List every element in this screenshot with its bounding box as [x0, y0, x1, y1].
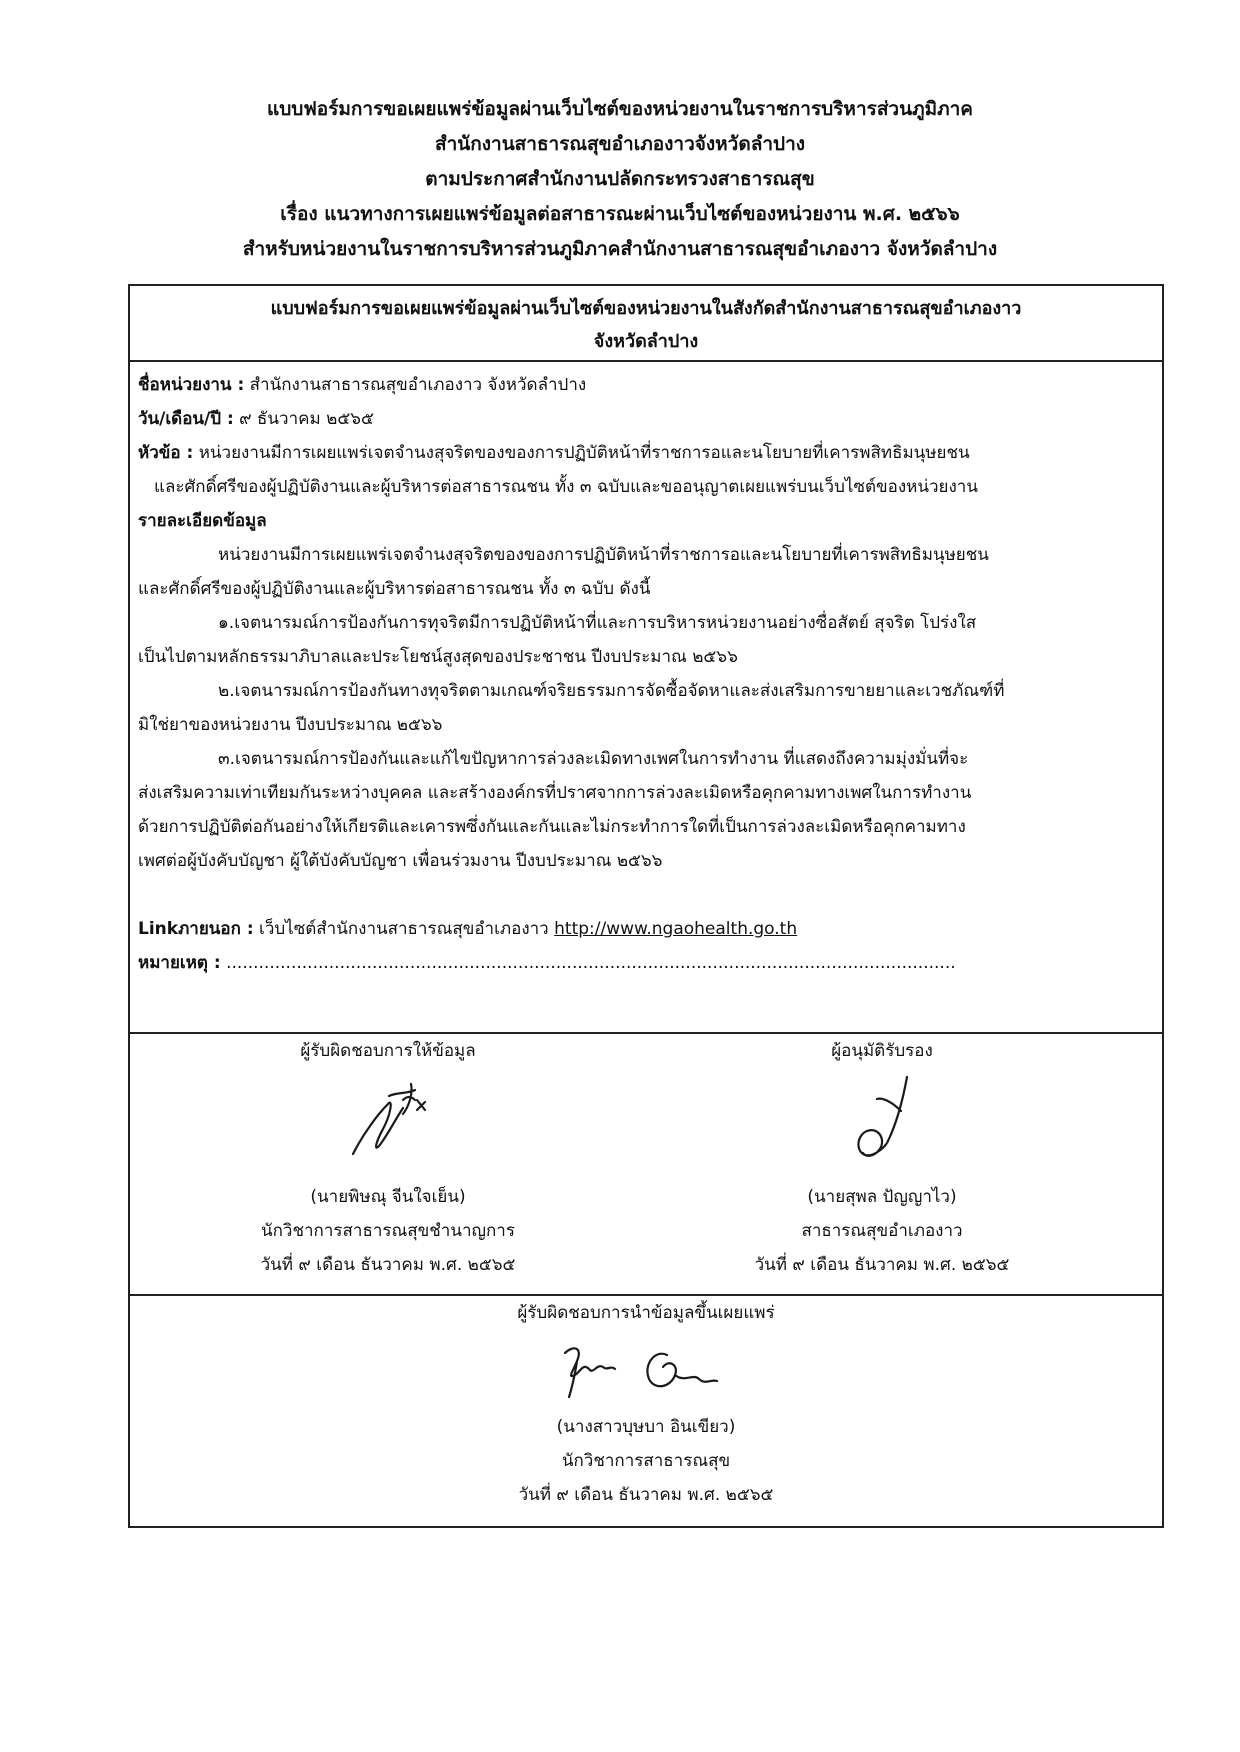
header-line: สำนักงานสาธารณสุขอำเภองาวจังหวัดลำปาง	[434, 133, 806, 155]
publisher-position: นักวิชาการสาธารณสุข	[561, 1451, 731, 1471]
provider-date: วันที่ ๙ เดือน ธันวาคม พ.ศ. ๒๕๖๕	[260, 1255, 516, 1275]
provider-signature-block	[178, 1034, 598, 1282]
details-intro: หน่วยงานมีการเผยแพร่เจตจำนงสุจริตของของการปฏิบัติหน้าที่ราชการอและนโยบายที่เคารพสิทธิมนุษยชน	[218, 545, 989, 565]
note-row	[138, 946, 1154, 980]
document-header	[90, 92, 1150, 267]
publisher-date: วันที่ ๙ เดือน ธันวาคม พ.ศ. ๒๕๖๕	[518, 1485, 774, 1505]
topic-label: หัวข้อ :	[138, 443, 194, 463]
website-link[interactable]: http://www.ngaohealth.go.th	[554, 919, 798, 939]
topic-text-cont: และศักดิ์ศรีของผู้ปฏิบัติงานและผู้บริหารต่อสาธารณชน ทั้ง ๓ ฉบับและขออนุญาตเผยแพร่บนเว็บไซต์ของหน่วยงาน	[154, 477, 978, 497]
item-3: ๓.เจตนารมณ์การป้องกันและแก้ไขปัญหาการล่วงละเมิดทางเพศในการทำงาน ที่แสดงถึงความมุ่งมั่นที่จะ	[218, 749, 969, 769]
publisher-name: (นางสาวบุษบา อินเขียว)	[556, 1417, 736, 1437]
form-title-line: จังหวัดลำปาง	[593, 331, 699, 352]
agency-label: ชื่อหน่วยงาน :	[138, 375, 245, 395]
link-row	[138, 912, 1154, 946]
provider-heading: ผู้รับผิดชอบการให้ข้อมูล	[300, 1041, 476, 1061]
details-label: รายละเอียดข้อมูล	[138, 511, 267, 531]
header-line: ตามประกาศสำนักงานปลัดกระทรวงสาธารณสุข	[425, 168, 815, 190]
agency-row	[138, 368, 1154, 402]
provider-name: (นายพิษณุ จีนใจเย็น)	[310, 1187, 466, 1207]
approver-signature-image	[672, 1068, 1092, 1180]
form-content	[130, 362, 1162, 1034]
provider-position: นักวิชาการสาธารณสุขชำนาญการ	[261, 1221, 515, 1241]
provider-signature-image	[178, 1068, 598, 1180]
approver-heading: ผู้อนุมัติรับรอง	[831, 1041, 933, 1061]
date-value: ๙ ธันวาคม ๒๕๖๕	[233, 409, 374, 429]
item-3-cont: ด้วยการปฏิบัติต่อกันอย่างให้เกียรติและเคารพซึ่งกันและกันและไม่กระทำการใดที่เป็นการล่วงละเมิดหรือคุกคามทาง	[138, 817, 966, 837]
publisher-heading: ผู้รับผิดชอบการนำข้อมูลขึ้นเผยแพร่	[517, 1303, 775, 1323]
approver-name: (นายสุพล ปัญญาไว)	[807, 1187, 957, 1207]
item-2: ๒.เจตนารมณ์การป้องกันทางทุจริตตามเกณฑ์จริยธรรมการจัดซื้อจัดหาและส่งเสริมการขายยาและเวชภัณฑ์ที่	[218, 681, 1005, 701]
item-3-cont: เพศต่อผู้บังคับบัญชา ผู้ใต้บังคับบัญชา เพื่อนร่วมงาน ปีงบประมาณ ๒๕๖๖	[138, 851, 663, 871]
agency-value: สำนักงานสาธารณสุขอำเภองาว จังหวัดลำปาง	[244, 375, 587, 395]
link-description: เว็บไซต์สำนักงานสาธารณสุขอำเภองาว	[253, 919, 555, 939]
form-table	[128, 284, 1164, 1528]
item-1-cont: เป็นไปตามหลักธรรมาภิบาลและประโยชน์สูงสุดของประชาชน ปีงบประมาณ ๒๕๖๖	[138, 647, 738, 667]
item-3-cont: ส่งเสริมความเท่าเทียมกันระหว่างบุคคล และสร้างองค์กรที่ปราศจากการล่วงละเมิดหรือคุกคามทางเพศในการทำงาน	[138, 783, 972, 803]
approver-date: วันที่ ๙ เดือน ธันวาคม พ.ศ. ๒๕๖๕	[754, 1255, 1010, 1275]
spacer	[138, 878, 1154, 912]
signature-section	[130, 1034, 1162, 1296]
topic-row	[138, 436, 1154, 470]
publisher-signature-image	[130, 1330, 1162, 1410]
form-title-line: แบบฟอร์มการขอเผยแพร่ข้อมูลผ่านเว็บไซต์ของหน่วยงานในสังกัดสำนักงานสาธารณสุขอำเภองาว	[270, 298, 1022, 319]
header-line: เรื่อง แนวทางการเผยแพร่ข้อมูลต่อสาธารณะผ่านเว็บไซต์ของหน่วยงาน พ.ศ. ๒๕๖๖	[280, 203, 960, 225]
header-line: แบบฟอร์มการขอเผยแพร่ข้อมูลผ่านเว็บไซต์ของหน่วยงานในราชการบริหารส่วนภูมิภาค	[266, 98, 974, 120]
date-row	[138, 402, 1154, 436]
note-value: .......................................................................................................................................	[220, 953, 956, 973]
approver-signature-block	[672, 1034, 1092, 1282]
date-label: วัน/เดือน/ปี :	[138, 409, 234, 429]
form-title	[130, 286, 1162, 362]
item-2-cont: มิใช่ยาของหน่วยงาน ปีงบประมาณ ๒๕๖๖	[138, 715, 443, 735]
topic-text: หน่วยงานมีการเผยแพร่เจตจำนงสุจริตของของการปฏิบัติหน้าที่ราชการอและนโยบายที่เคารพสิทธิมนุษยชน	[193, 443, 970, 463]
details-intro-cont: และศักดิ์ศรีของผู้ปฏิบัติงานและผู้บริหารต่อสาธารณชน ทั้ง ๓ ฉบับ ดังนี้	[138, 579, 651, 599]
link-label: Linkภายนอก :	[138, 919, 254, 939]
item-1: ๑.เจตนารมณ์การป้องกันการทุจริตมีการปฏิบัติหน้าที่และการบริหารหน่วยงานอย่างซื่อสัตย์ สุจริต โปร่งใส	[218, 613, 977, 633]
publisher-signature-block	[130, 1296, 1162, 1512]
note-label: หมายเหตุ :	[138, 953, 221, 973]
approver-position: สาธารณสุขอำเภองาว	[801, 1221, 963, 1241]
header-line: สำหรับหน่วยงานในราชการบริหารส่วนภูมิภาคสำนักงานสาธารณสุขอำเภองาว จังหวัดลำปาง	[242, 238, 998, 260]
